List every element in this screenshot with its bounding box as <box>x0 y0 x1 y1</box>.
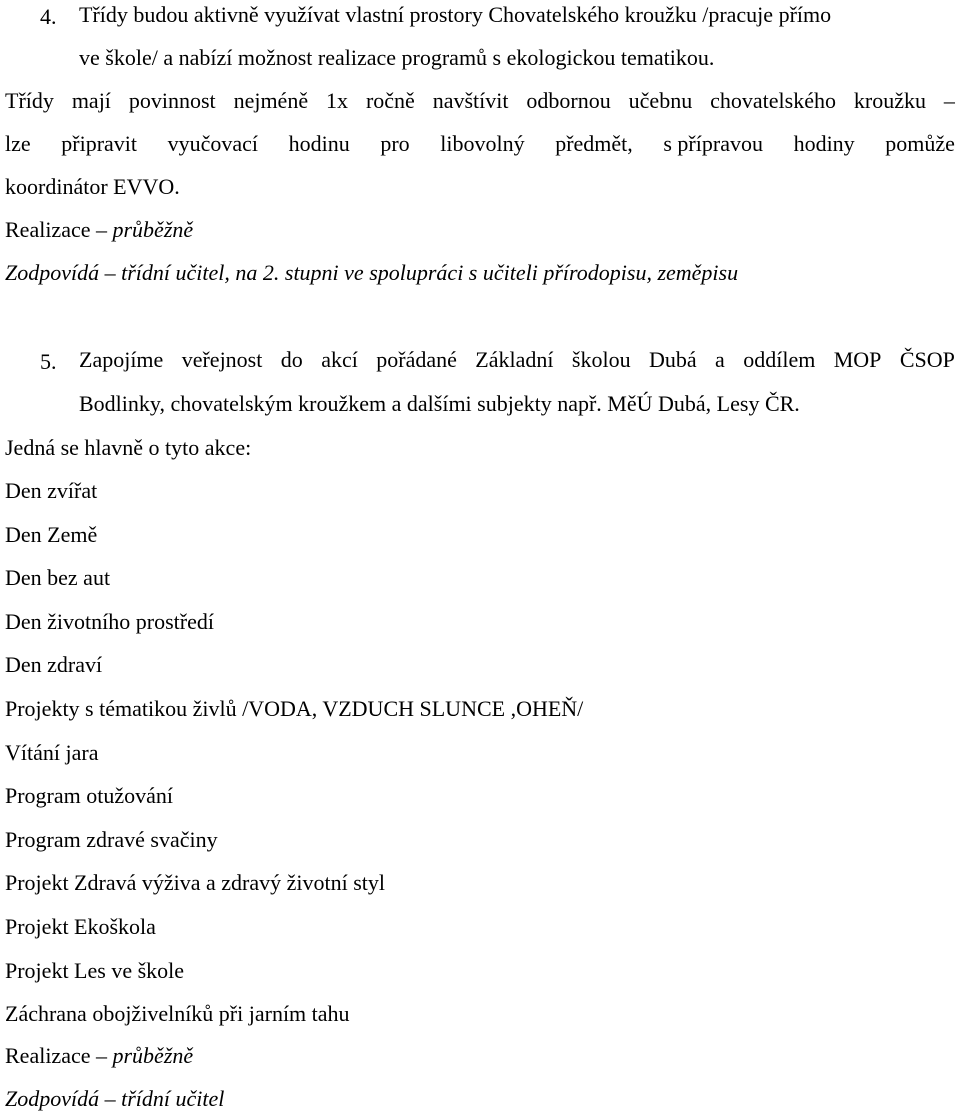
word: připravit <box>61 131 138 156</box>
zodpovida-line: Zodpovídá – třídní učitel, na 2. stupni ve spolupráci s učiteli přírodopisu, zeměpisu <box>5 260 739 285</box>
word: ročně <box>365 88 415 113</box>
paragraph-line2 <box>5 133 955 155</box>
realizace-value: průběžně <box>112 1043 194 1068</box>
action-item: Vítání jara <box>5 740 99 765</box>
word: nejméně <box>233 88 309 113</box>
word: odbornou <box>526 88 611 113</box>
zodpovida-line-2: Zodpovídá – třídní učitel <box>5 1086 225 1111</box>
word: učebnu <box>628 88 693 113</box>
word: lze <box>5 131 31 156</box>
realizace-label: Realizace <box>5 217 91 242</box>
realizace-dash: – <box>96 217 107 242</box>
word: ČSOP <box>899 347 955 372</box>
word: vyučovací <box>167 131 259 156</box>
word: pro <box>380 131 410 156</box>
realizace-value: průběžně <box>112 217 194 242</box>
action-item: Den zdraví <box>5 652 103 677</box>
word: školou <box>571 347 631 372</box>
realizace-dash: – <box>96 1043 107 1068</box>
word: Dubá <box>648 347 697 372</box>
word: předmět, <box>555 131 633 156</box>
action-item: Projekt Ekoškola <box>5 914 156 939</box>
word: s přípravou <box>663 131 763 156</box>
item4-line1: Třídy budou aktivně využívat vlastní prostory Chovatelského kroužku /pracuje přímo <box>79 2 832 27</box>
action-item: Záchrana obojživelníků při jarním tahu <box>5 1001 350 1026</box>
realizace-line-2 <box>5 1045 193 1067</box>
word: mají <box>71 88 111 113</box>
word: do <box>280 347 303 372</box>
list-number-4: 4. <box>40 4 57 29</box>
action-item: Den bez aut <box>5 565 111 590</box>
item5-line2: Bodlinky, chovatelským kroužkem a dalšími subjekty např. MěÚ Dubá, Lesy ČR. <box>79 391 800 416</box>
word: hodinu <box>288 131 350 156</box>
item4-line2: ve škole/ a nabízí možnost realizace programů s ekologickou tematikou. <box>79 45 715 70</box>
paragraph-line1 <box>5 90 955 112</box>
item5-line1 <box>79 349 955 371</box>
realizace-label: Realizace <box>5 1043 91 1068</box>
action-item: Projekt Les ve škole <box>5 958 185 983</box>
word: pomůže <box>885 131 955 156</box>
action-item: Den zvířat <box>5 478 98 503</box>
word: chovatelského <box>710 88 836 113</box>
word: kroužku <box>853 88 926 113</box>
paragraph-line3: koordinátor EVVO. <box>5 174 180 199</box>
realizace-line <box>5 219 193 241</box>
word: Základní <box>475 347 554 372</box>
word: pořádané <box>376 347 457 372</box>
word: MOP <box>833 347 882 372</box>
action-item: Den Země <box>5 522 98 547</box>
word: Třídy <box>5 88 54 113</box>
word: hodiny <box>793 131 855 156</box>
action-item: Projekty s tématikou živlů /VODA, VZDUCH SLUNCE ,OHEŇ/ <box>5 696 584 721</box>
word: Zapojíme <box>79 347 164 372</box>
word: – <box>943 88 955 113</box>
word: a <box>715 347 725 372</box>
word: 1x <box>326 88 349 113</box>
word: akcí <box>321 347 358 372</box>
action-item: Program otužování <box>5 783 174 808</box>
word: libovolný <box>440 131 525 156</box>
actions-intro: Jedná se hlavně o tyto akce: <box>5 435 252 460</box>
action-item: Program zdravé svačiny <box>5 827 218 852</box>
word: oddílem <box>743 347 816 372</box>
action-item: Projekt Zdravá výživa a zdravý životní styl <box>5 870 385 895</box>
word: povinnost <box>128 88 216 113</box>
action-item: Den životního prostředí <box>5 609 214 634</box>
list-number-5: 5. <box>40 349 57 374</box>
word: navštívit <box>432 88 509 113</box>
word: veřejnost <box>181 347 263 372</box>
